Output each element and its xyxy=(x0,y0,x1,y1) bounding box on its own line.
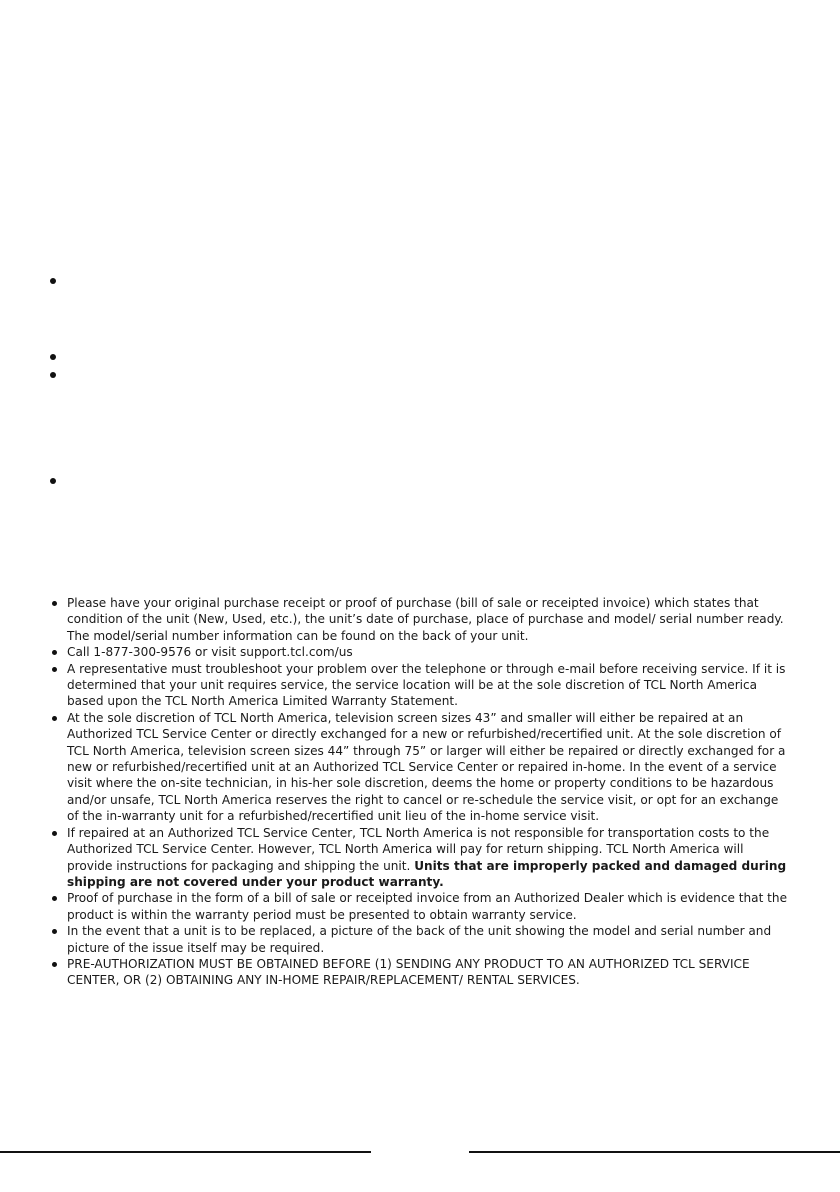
list-item xyxy=(52,923,792,956)
list-item-text: Call 1-877-300-9576 or visit support.tcl.com/us xyxy=(67,645,353,660)
list-item xyxy=(52,595,792,644)
list-item xyxy=(52,661,792,710)
list-item xyxy=(52,825,792,891)
shipping-damage-warning: Units that are improperly packed and damaged during shipping are not covered under your product warranty. xyxy=(67,858,787,889)
list-item-text: A representative must troubleshoot your problem over the telephone or through e-mail before receiving service. If it is determined that your unit requires service, the service location will be at the sole discretion of TCL North America based upon the TCL North America Limited Warranty Statement. xyxy=(67,661,786,709)
list-item xyxy=(52,710,792,825)
orphan-bullet-4 xyxy=(50,478,56,484)
list-item-text: Please have your original purchase receipt or proof of purchase (bill of sale or receipted invoice) which states that condition of the unit (New, Used, etc.), the unit’s date of purchase, place of purchase and model/ serial number ready. The model/serial number information can be found on the back of your unit. xyxy=(67,596,784,643)
list-item-text: At the sole discretion of TCL North America, television screen sizes 43” and smaller will either be repaired at an Authorized TCL Service Center or directly exchanged for a new or refurbished/recertified unit. At the sole discretion of TCL North America, television screen sizes 44” through 75” or larger will either be repaired or directly exchanged for a new or refurbished/recertified unit at an Authorized TCL Service Center or repaired in-home. In the event of a service visit where the on-site technician, in his-her sole discretion, deems the home or property conditions to be hazardous and/or unsafe, TCL North America reserves the right to cancel or re-schedule the service visit, or opt for an exchange of the in-warranty unit for a refurbished/recertified unit lieu of the in-home service visit. xyxy=(67,710,786,824)
bullet-icon xyxy=(52,831,57,836)
bullet-icon xyxy=(52,650,57,655)
bullet-icon xyxy=(52,716,57,721)
footer-rule-left xyxy=(0,1151,371,1153)
orphan-bullet-1 xyxy=(50,278,56,284)
bullet-icon xyxy=(52,962,57,967)
bullet-icon xyxy=(52,601,57,606)
list-item xyxy=(52,956,792,989)
list-item-text: Proof of purchase in the form of a bill of sale or receipted invoice from an Authorized Dealer which is evidence that the product is within the warranty period must be presented to obtain warranty service. xyxy=(67,891,788,922)
list-item-text: In the event that a unit is to be replaced, a picture of the back of the unit showing the model and serial number and picture of the issue itself may be required. xyxy=(67,924,772,955)
orphan-bullet-2 xyxy=(50,354,56,360)
bullet-icon xyxy=(52,667,57,672)
list-item xyxy=(52,644,792,660)
bullet-icon xyxy=(52,929,57,934)
list-item-text: If repaired at an Authorized TCL Service Center, TCL North America is not responsible for transportation costs to the Authorized TCL Service Center. However, TCL North America will pay for return shipping. TCL North America will provide instructions for packaging and shipping the unit. xyxy=(67,825,770,873)
list-item-text: PRE-AUTHORIZATION MUST BE OBTAINED BEFORE (1) SENDING ANY PRODUCT TO AN AUTHORIZED TCL SERVICE CENTER, OR (2) OBTAINING ANY IN-HOME REPAIR/REPLACEMENT/ RENTAL SERVICES. xyxy=(67,956,750,988)
warranty-service-list xyxy=(52,595,792,989)
orphan-bullet-3 xyxy=(50,372,56,378)
bullet-icon xyxy=(52,896,57,901)
footer-rule-right xyxy=(469,1151,840,1153)
list-item xyxy=(52,890,792,923)
